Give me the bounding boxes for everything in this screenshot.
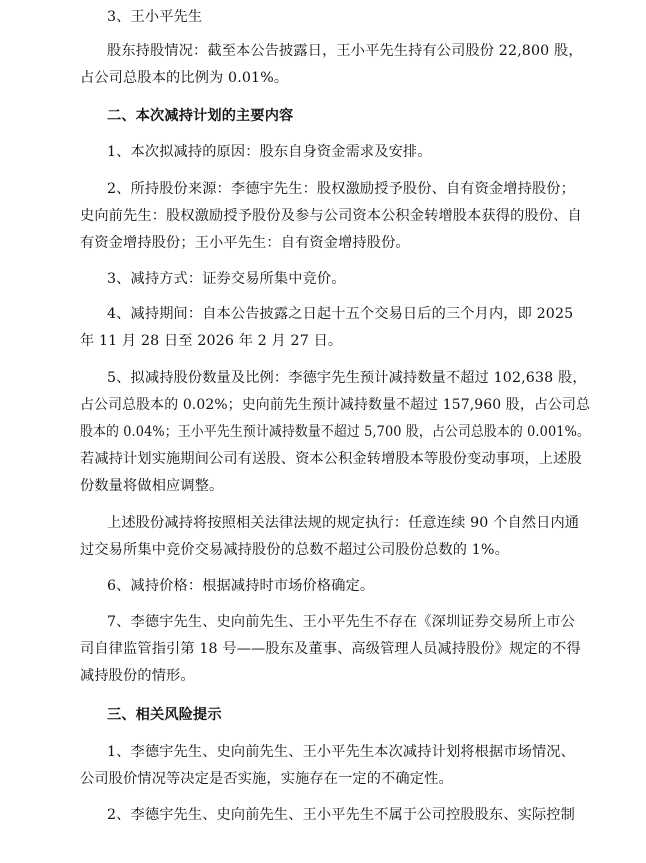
reason-paragraph: 1、本次拟减持的原因：股东自身资金需求及安排。	[107, 144, 432, 160]
shareholder-3-title: 3、王小平先生	[107, 9, 203, 25]
section-heading-3: 三、相关风险提示	[107, 707, 222, 723]
source-line-2: 史向前先生：股权激励授予股份及参与公司资本公积金转增股本获得的股份、自	[80, 208, 582, 224]
quantity-line-5: 份数量将做相应调整。	[80, 478, 224, 494]
source-line-1: 2、所持股份来源：李德宇先生：股权激励授予股份、自有资金增持股份；	[107, 181, 575, 197]
source-line-3: 有资金增持股份；王小平先生：自有资金增持股份。	[80, 235, 410, 251]
risk-1-line-2: 公司股价情况等决定是否实施，实施存在一定的不确定性。	[80, 771, 453, 787]
period-line-2: 年 11 月 28 日至 2026 年 2 月 27 日。	[80, 333, 343, 349]
quantity-line-4: 若减持计划实施期间公司有送股、资本公积金转增股本等股份变动事项，上述股	[80, 451, 582, 467]
wang-holding-line-2: 占公司总股本的比例为 0.01%。	[80, 70, 289, 86]
risk-2-line-1: 2、李德宇先生、史向前先生、王小平先生不属于公司控股股东、实际控制	[107, 807, 575, 823]
quantity-line-1: 5、拟减持股份数量及比例：李德宇先生预计减持数量不超过 102,638 股，	[107, 370, 587, 386]
compliance-line-2: 过交易所集中竞价交易减持股份的总数不超过公司股份总数的 1%。	[80, 542, 509, 558]
price-paragraph: 6、减持价格：根据减持时市场价格确定。	[107, 578, 375, 594]
quantity-line-3: 股本的 0.04%；王小平先生预计减持数量不超过 5,700 股，占公司总股本的 0.001%。	[80, 424, 590, 440]
period-line-1: 4、减持期间：自本公告披露之日起十五个交易日后的三个月内，即 2025	[107, 306, 574, 322]
restriction-line-3: 减持股份的情形。	[80, 668, 195, 684]
risk-1-line-1: 1、李德宇先生、史向前先生、王小平先生本次减持计划将根据市场情况、	[107, 744, 575, 760]
wang-holding-line-1: 股东持股情况：截至本公告披露日，王小平先生持有公司股份 22,800 股，	[107, 43, 583, 59]
restriction-line-1: 7、李德宇先生、史向前先生、王小平先生不存在《深圳证券交易所上市公	[107, 614, 575, 630]
compliance-line-1: 上述股份减持将按照相关法律法规的规定执行：任意连续 90 个自然日内通	[107, 515, 580, 531]
method-paragraph: 3、减持方式：证券交易所集中竞价。	[107, 271, 346, 287]
restriction-line-2: 司自律监管指引第 18 号——股东及董事、高级管理人员减持股份》规定的不得	[80, 641, 581, 657]
section-heading-2: 二、本次减持计划的主要内容	[107, 108, 294, 124]
quantity-line-2: 占公司总股本的 0.02%；史向前先生预计减持数量不超过 157,960 股，占公司总	[80, 397, 591, 413]
